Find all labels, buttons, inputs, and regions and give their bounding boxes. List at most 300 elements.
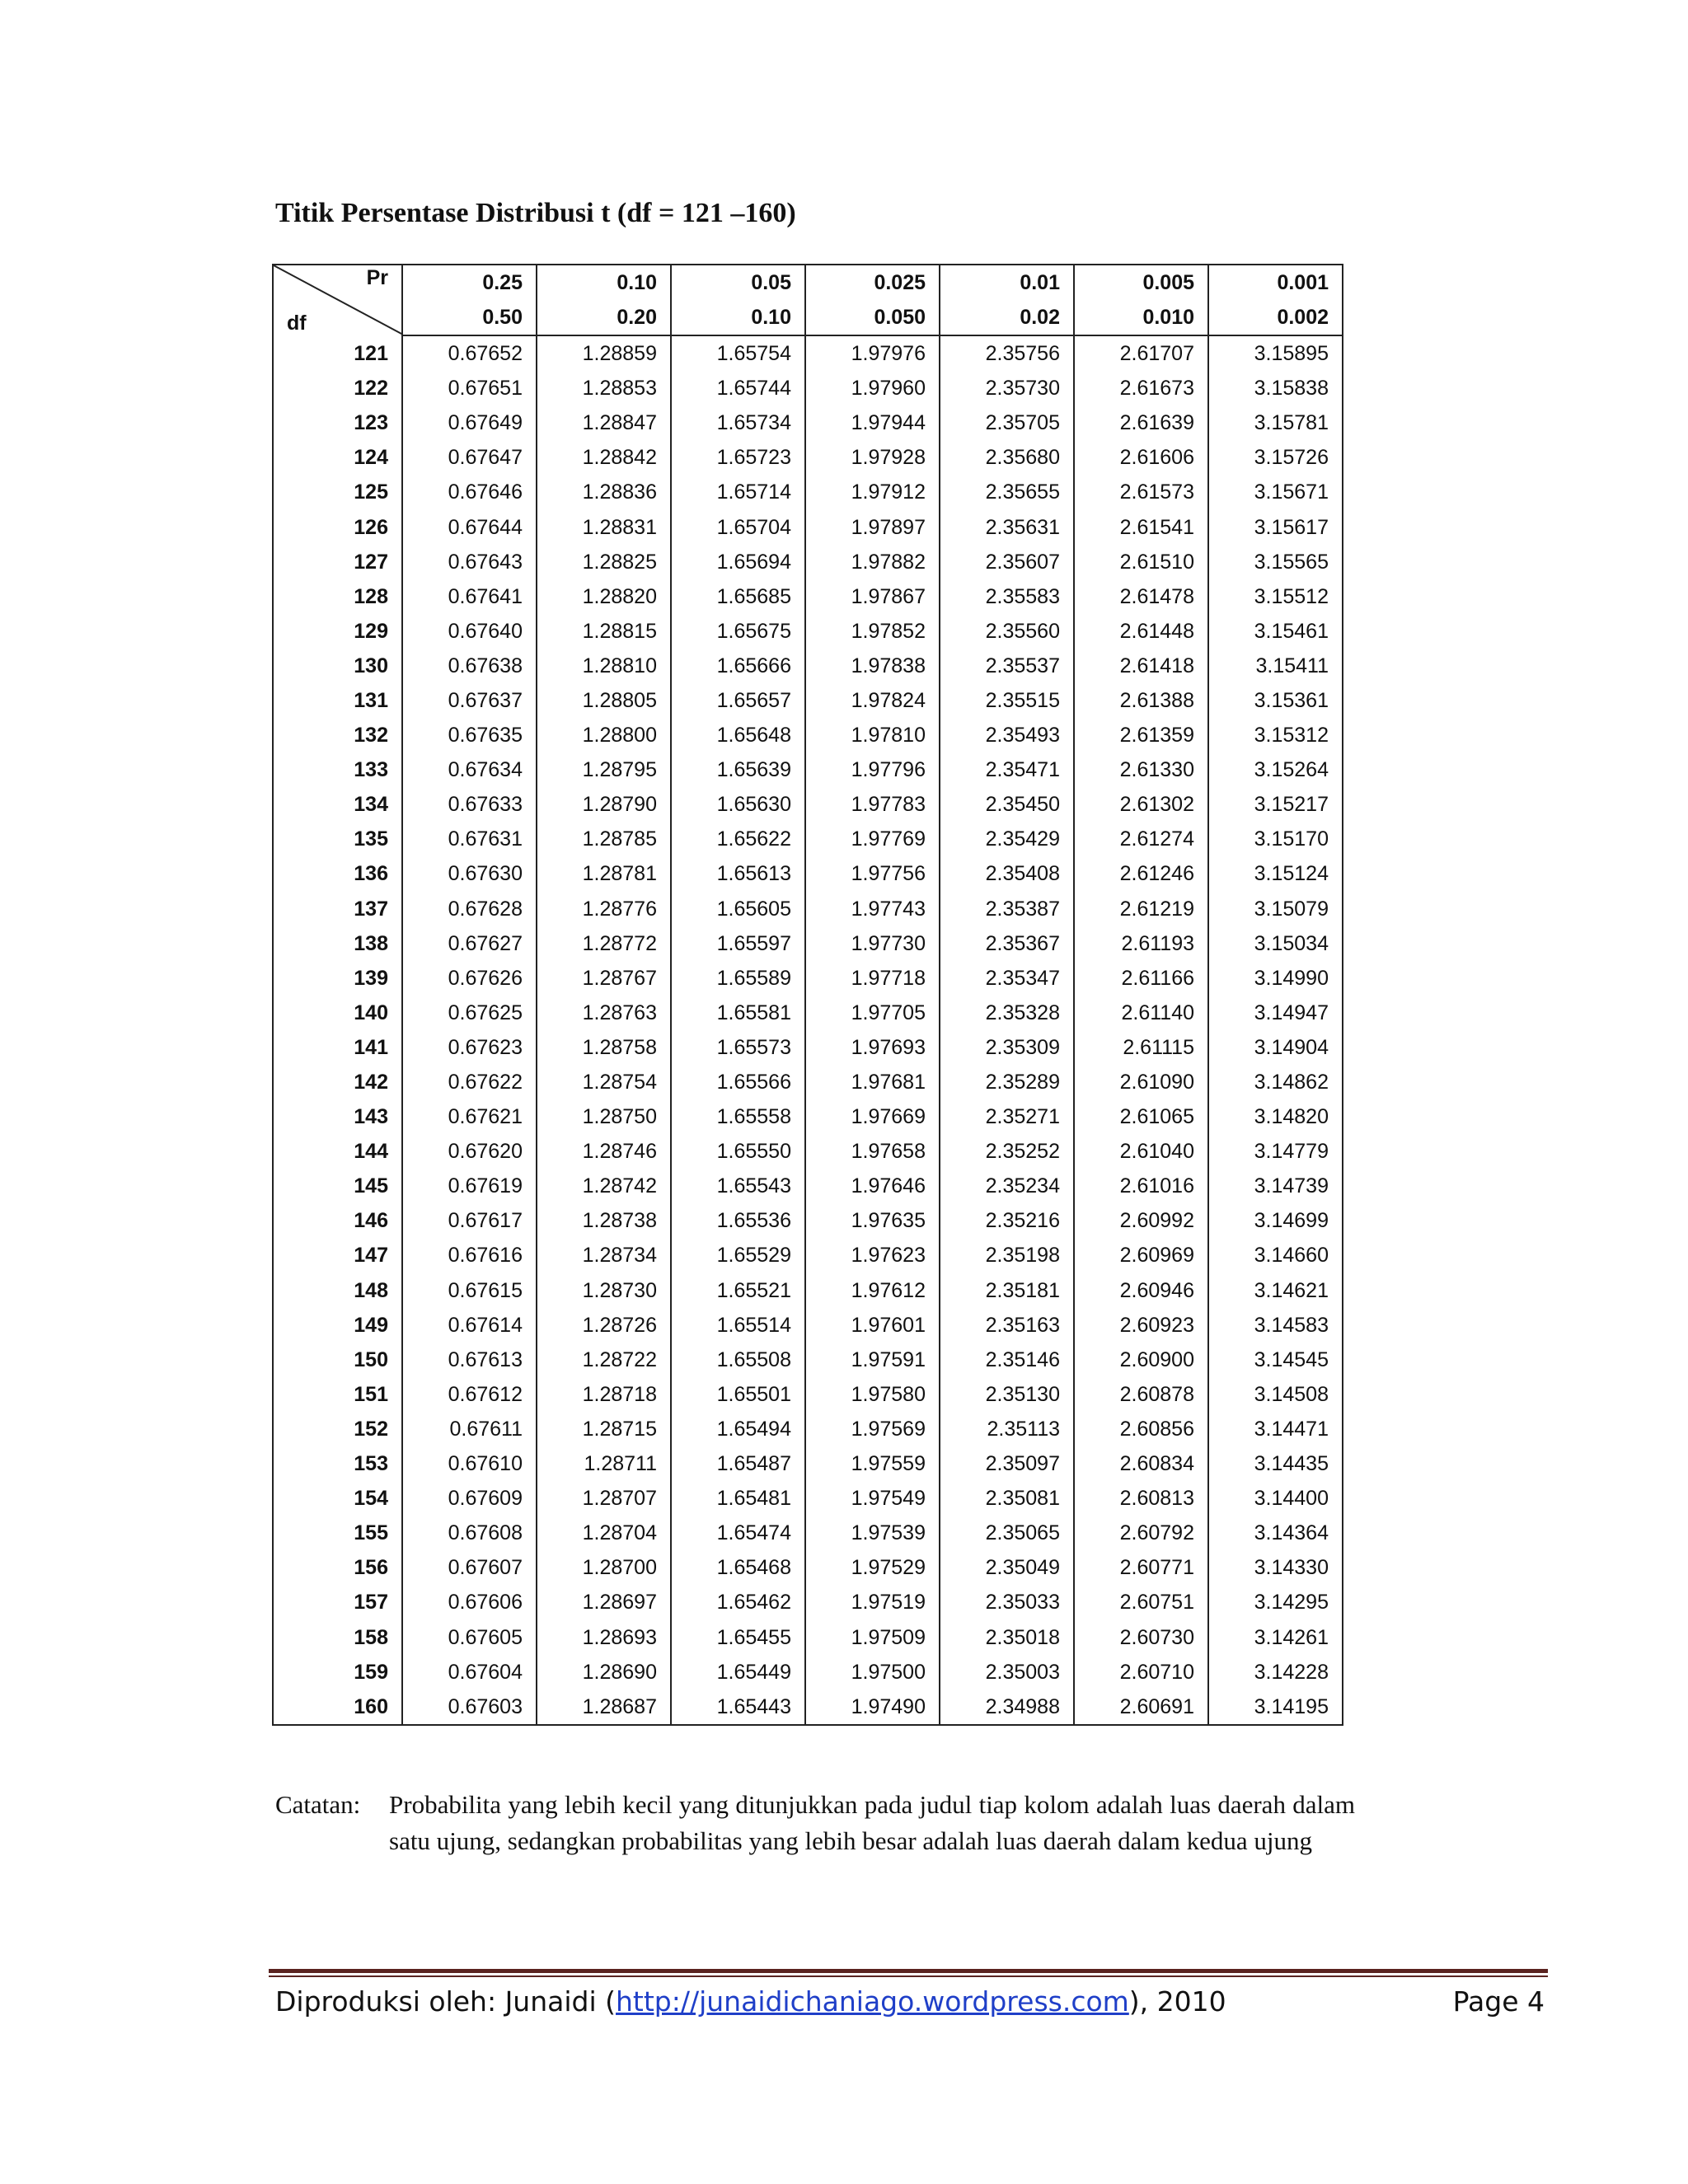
- value-cell: 3.15124: [1208, 856, 1343, 891]
- value-cell: 3.15312: [1208, 718, 1343, 752]
- value-cell: 2.61673: [1074, 371, 1208, 405]
- value-cell: 2.61573: [1074, 475, 1208, 509]
- value-cell: 1.28738: [537, 1203, 671, 1238]
- value-cell: 0.67603: [402, 1690, 537, 1725]
- df-cell: 154: [273, 1481, 402, 1516]
- value-cell: 1.65589: [671, 961, 805, 996]
- value-cell: 1.97852: [805, 614, 940, 649]
- value-cell: 1.28758: [537, 1030, 671, 1065]
- value-cell: 0.67604: [402, 1655, 537, 1690]
- header-two-tail-4: 0.02: [940, 300, 1074, 335]
- value-cell: 1.97635: [805, 1203, 940, 1238]
- value-cell: 2.35003: [940, 1655, 1074, 1690]
- value-cell: 1.28781: [537, 856, 671, 891]
- table-row: [273, 614, 1343, 649]
- table-row: [273, 1516, 1343, 1550]
- df-cell: 122: [273, 371, 402, 405]
- value-cell: 1.97783: [805, 787, 940, 822]
- value-cell: 1.97882: [805, 545, 940, 579]
- value-cell: 0.67635: [402, 718, 537, 752]
- df-cell: 149: [273, 1308, 402, 1343]
- value-cell: 1.65704: [671, 509, 805, 544]
- value-cell: 3.15217: [1208, 787, 1343, 822]
- value-cell: 2.61115: [1074, 1030, 1208, 1065]
- corner-label-pr: Pr: [366, 266, 388, 289]
- value-cell: 0.67617: [402, 1203, 537, 1238]
- value-cell: 1.28820: [537, 579, 671, 614]
- table-row: [273, 509, 1343, 544]
- value-cell: 3.15895: [1208, 335, 1343, 371]
- df-cell: 125: [273, 475, 402, 509]
- value-cell: 2.61359: [1074, 718, 1208, 752]
- footer-link[interactable]: http://junaidichaniago.wordpress.com: [616, 1985, 1129, 2018]
- table-row: [273, 579, 1343, 614]
- header-one-tail-1: 0.10: [537, 265, 671, 300]
- value-cell: 2.60792: [1074, 1516, 1208, 1550]
- value-cell: 0.67616: [402, 1238, 537, 1272]
- value-cell: 3.14947: [1208, 996, 1343, 1030]
- value-cell: 3.15264: [1208, 752, 1343, 787]
- value-cell: 0.67605: [402, 1619, 537, 1654]
- df-cell: 159: [273, 1655, 402, 1690]
- value-cell: 0.67646: [402, 475, 537, 509]
- value-cell: 1.65648: [671, 718, 805, 752]
- header-one-tail-0: 0.25: [402, 265, 537, 300]
- df-cell: 124: [273, 440, 402, 475]
- value-cell: 2.35705: [940, 405, 1074, 440]
- df-cell: 128: [273, 579, 402, 614]
- value-cell: 1.65723: [671, 440, 805, 475]
- value-cell: 1.65550: [671, 1134, 805, 1169]
- value-cell: 3.14862: [1208, 1065, 1343, 1099]
- value-cell: 0.67651: [402, 371, 537, 405]
- value-cell: 1.28800: [537, 718, 671, 752]
- value-cell: 0.67633: [402, 787, 537, 822]
- table-body: [273, 335, 1343, 1725]
- table-row: [273, 1446, 1343, 1481]
- value-cell: 2.35756: [940, 335, 1074, 371]
- header-one-tail-4: 0.01: [940, 265, 1074, 300]
- value-cell: 2.35234: [940, 1169, 1074, 1203]
- table-row: [273, 1134, 1343, 1169]
- df-cell: 127: [273, 545, 402, 579]
- value-cell: 0.67649: [402, 405, 537, 440]
- table-row: [273, 335, 1343, 371]
- value-cell: 1.28810: [537, 649, 671, 683]
- value-cell: 1.65487: [671, 1446, 805, 1481]
- value-cell: 3.15617: [1208, 509, 1343, 544]
- value-cell: 2.35680: [940, 440, 1074, 475]
- value-cell: 1.97490: [805, 1690, 940, 1725]
- table-row: [273, 752, 1343, 787]
- value-cell: 3.14330: [1208, 1550, 1343, 1585]
- value-cell: 2.35309: [940, 1030, 1074, 1065]
- value-cell: 1.97928: [805, 440, 940, 475]
- value-cell: 1.97960: [805, 371, 940, 405]
- value-cell: 0.67652: [402, 335, 537, 371]
- value-cell: 1.28825: [537, 545, 671, 579]
- value-cell: 3.14471: [1208, 1412, 1343, 1446]
- table-row: [273, 1308, 1343, 1343]
- value-cell: 2.60834: [1074, 1446, 1208, 1481]
- value-cell: 1.65501: [671, 1377, 805, 1412]
- footer-prefix: Diproduksi oleh: Junaidi (: [275, 1985, 616, 2018]
- value-cell: 2.35146: [940, 1343, 1074, 1377]
- value-cell: 0.67621: [402, 1099, 537, 1134]
- value-cell: 1.97559: [805, 1446, 940, 1481]
- value-cell: 2.35065: [940, 1516, 1074, 1550]
- value-cell: 1.28704: [537, 1516, 671, 1550]
- value-cell: 3.14400: [1208, 1481, 1343, 1516]
- value-cell: 2.60992: [1074, 1203, 1208, 1238]
- value-cell: 2.35163: [940, 1308, 1074, 1343]
- value-cell: 1.97796: [805, 752, 940, 787]
- df-cell: 140: [273, 996, 402, 1030]
- table-row: [273, 545, 1343, 579]
- value-cell: 3.14295: [1208, 1585, 1343, 1619]
- footer-rule: [269, 1969, 1548, 1973]
- value-cell: 1.28842: [537, 440, 671, 475]
- table-row: [273, 961, 1343, 996]
- value-cell: 1.65529: [671, 1238, 805, 1272]
- value-cell: 1.97705: [805, 996, 940, 1030]
- df-cell: 121: [273, 335, 402, 371]
- value-cell: 3.15411: [1208, 649, 1343, 683]
- value-cell: 3.14990: [1208, 961, 1343, 996]
- value-cell: 1.65597: [671, 926, 805, 961]
- table-row: [273, 1169, 1343, 1203]
- value-cell: 2.35181: [940, 1273, 1074, 1308]
- value-cell: 2.35271: [940, 1099, 1074, 1134]
- value-cell: 3.14820: [1208, 1099, 1343, 1134]
- value-cell: 1.97658: [805, 1134, 940, 1169]
- value-cell: 2.35429: [940, 822, 1074, 856]
- value-cell: 1.28718: [537, 1377, 671, 1412]
- value-cell: 3.15170: [1208, 822, 1343, 856]
- value-cell: 2.60900: [1074, 1343, 1208, 1377]
- value-cell: 2.35408: [940, 856, 1074, 891]
- value-cell: 1.65508: [671, 1343, 805, 1377]
- value-cell: 0.67607: [402, 1550, 537, 1585]
- value-cell: 1.65581: [671, 996, 805, 1030]
- table-row: [273, 856, 1343, 891]
- value-cell: 1.65521: [671, 1273, 805, 1308]
- df-cell: 135: [273, 822, 402, 856]
- value-cell: 1.97730: [805, 926, 940, 961]
- value-cell: 1.65754: [671, 335, 805, 371]
- table-header: [273, 265, 1343, 335]
- df-cell: 136: [273, 856, 402, 891]
- value-cell: 1.28847: [537, 405, 671, 440]
- value-cell: 1.65474: [671, 1516, 805, 1550]
- value-cell: 1.97944: [805, 405, 940, 440]
- df-cell: 150: [273, 1343, 402, 1377]
- header-two-tail-2: 0.10: [671, 300, 805, 335]
- table-row: [273, 1690, 1343, 1725]
- value-cell: 1.97601: [805, 1308, 940, 1343]
- value-cell: 2.61330: [1074, 752, 1208, 787]
- value-cell: 2.35252: [940, 1134, 1074, 1169]
- page-title: Titik Persentase Distribusi t (df = 121 –160): [275, 198, 796, 228]
- table-row: [273, 1550, 1343, 1585]
- value-cell: 3.15361: [1208, 683, 1343, 718]
- value-cell: 1.65536: [671, 1203, 805, 1238]
- value-cell: 2.35367: [940, 926, 1074, 961]
- value-cell: 2.61639: [1074, 405, 1208, 440]
- value-cell: 1.65605: [671, 892, 805, 926]
- value-cell: 2.60969: [1074, 1238, 1208, 1272]
- value-cell: 1.65468: [671, 1550, 805, 1585]
- value-cell: 1.97824: [805, 683, 940, 718]
- value-cell: 3.14779: [1208, 1134, 1343, 1169]
- df-cell: 133: [273, 752, 402, 787]
- value-cell: 2.61448: [1074, 614, 1208, 649]
- value-cell: 3.14435: [1208, 1446, 1343, 1481]
- table-row: [273, 1030, 1343, 1065]
- value-cell: 1.28836: [537, 475, 671, 509]
- value-cell: 0.67631: [402, 822, 537, 856]
- value-cell: 2.35289: [940, 1065, 1074, 1099]
- value-cell: 1.28734: [537, 1238, 671, 1272]
- value-cell: 1.97897: [805, 509, 940, 544]
- footer-credit: [275, 1981, 1226, 2022]
- df-cell: 152: [273, 1412, 402, 1446]
- value-cell: 2.35450: [940, 787, 1074, 822]
- value-cell: 3.14261: [1208, 1619, 1343, 1654]
- value-cell: 2.35347: [940, 961, 1074, 996]
- value-cell: 2.61065: [1074, 1099, 1208, 1134]
- value-cell: 3.14228: [1208, 1655, 1343, 1690]
- value-cell: 2.61140: [1074, 996, 1208, 1030]
- df-cell: 157: [273, 1585, 402, 1619]
- value-cell: 2.35097: [940, 1446, 1074, 1481]
- table-row: [273, 1585, 1343, 1619]
- value-cell: 1.97681: [805, 1065, 940, 1099]
- page-number: Page 4: [1452, 1985, 1545, 2018]
- value-cell: 1.28730: [537, 1273, 671, 1308]
- header-two-tail-3: 0.050: [805, 300, 940, 335]
- value-cell: 3.14621: [1208, 1273, 1343, 1308]
- value-cell: 1.28754: [537, 1065, 671, 1099]
- value-cell: 0.67615: [402, 1273, 537, 1308]
- table-row: [273, 926, 1343, 961]
- value-cell: 1.28693: [537, 1619, 671, 1654]
- value-cell: 0.67643: [402, 545, 537, 579]
- value-cell: 1.28853: [537, 371, 671, 405]
- value-cell: 2.61510: [1074, 545, 1208, 579]
- value-cell: 2.60856: [1074, 1412, 1208, 1446]
- value-cell: 2.35655: [940, 475, 1074, 509]
- value-cell: 1.65694: [671, 545, 805, 579]
- value-cell: 2.61090: [1074, 1065, 1208, 1099]
- value-cell: 2.60878: [1074, 1377, 1208, 1412]
- df-cell: 147: [273, 1238, 402, 1272]
- value-cell: 2.60813: [1074, 1481, 1208, 1516]
- value-cell: 2.35216: [940, 1203, 1074, 1238]
- value-cell: 1.28750: [537, 1099, 671, 1134]
- value-cell: 1.65630: [671, 787, 805, 822]
- value-cell: 1.97591: [805, 1343, 940, 1377]
- value-cell: 2.35130: [940, 1377, 1074, 1412]
- value-cell: 3.15512: [1208, 579, 1343, 614]
- value-cell: 1.65744: [671, 371, 805, 405]
- value-cell: 3.14699: [1208, 1203, 1343, 1238]
- footer-rule-thin: [269, 1975, 1548, 1977]
- header-two-tail-5: 0.010: [1074, 300, 1208, 335]
- page-footer: [275, 1981, 1545, 2022]
- value-cell: 2.35081: [940, 1481, 1074, 1516]
- value-cell: 2.35515: [940, 683, 1074, 718]
- value-cell: 2.61193: [1074, 926, 1208, 961]
- value-cell: 1.97519: [805, 1585, 940, 1619]
- value-cell: 1.97539: [805, 1516, 940, 1550]
- df-cell: 141: [273, 1030, 402, 1065]
- df-cell: 132: [273, 718, 402, 752]
- table-row: [273, 1412, 1343, 1446]
- value-cell: 2.35537: [940, 649, 1074, 683]
- value-cell: 3.15079: [1208, 892, 1343, 926]
- value-cell: 2.61219: [1074, 892, 1208, 926]
- value-cell: 1.97743: [805, 892, 940, 926]
- value-cell: 1.28700: [537, 1550, 671, 1585]
- value-cell: 0.67610: [402, 1446, 537, 1481]
- value-cell: 1.65558: [671, 1099, 805, 1134]
- value-cell: 3.14660: [1208, 1238, 1343, 1272]
- value-cell: 0.67622: [402, 1065, 537, 1099]
- value-cell: 3.14195: [1208, 1690, 1343, 1725]
- value-cell: 2.60730: [1074, 1619, 1208, 1654]
- df-cell: 142: [273, 1065, 402, 1099]
- value-cell: 1.65543: [671, 1169, 805, 1203]
- value-cell: 1.28795: [537, 752, 671, 787]
- value-cell: 2.34988: [940, 1690, 1074, 1725]
- value-cell: 1.97718: [805, 961, 940, 996]
- value-cell: 3.14364: [1208, 1516, 1343, 1550]
- value-cell: 1.28726: [537, 1308, 671, 1343]
- value-cell: 1.65666: [671, 649, 805, 683]
- value-cell: 0.67614: [402, 1308, 537, 1343]
- df-cell: 156: [273, 1550, 402, 1585]
- value-cell: 1.65613: [671, 856, 805, 891]
- value-cell: 1.65675: [671, 614, 805, 649]
- value-cell: 1.28815: [537, 614, 671, 649]
- table-row: [273, 1619, 1343, 1654]
- value-cell: 2.61166: [1074, 961, 1208, 996]
- value-cell: 0.67611: [402, 1412, 537, 1446]
- value-cell: 1.65657: [671, 683, 805, 718]
- t-distribution-table: [272, 264, 1343, 1726]
- table-row: [273, 1655, 1343, 1690]
- value-cell: 1.97646: [805, 1169, 940, 1203]
- value-cell: 2.60771: [1074, 1550, 1208, 1585]
- value-cell: 0.67623: [402, 1030, 537, 1065]
- value-cell: 1.97769: [805, 822, 940, 856]
- value-cell: 1.97500: [805, 1655, 940, 1690]
- table-row: [273, 892, 1343, 926]
- table-row: [273, 440, 1343, 475]
- value-cell: 1.28711: [537, 1446, 671, 1481]
- df-cell: 153: [273, 1446, 402, 1481]
- table-row: [273, 1273, 1343, 1308]
- value-cell: 1.28763: [537, 996, 671, 1030]
- value-cell: 2.60710: [1074, 1655, 1208, 1690]
- df-cell: 129: [273, 614, 402, 649]
- value-cell: 3.14583: [1208, 1308, 1343, 1343]
- value-cell: 1.28697: [537, 1585, 671, 1619]
- value-cell: 3.14545: [1208, 1343, 1343, 1377]
- value-cell: 1.28690: [537, 1655, 671, 1690]
- corner-label-df: df: [287, 312, 307, 335]
- value-cell: 1.97756: [805, 856, 940, 891]
- value-cell: 1.28687: [537, 1690, 671, 1725]
- value-cell: 0.67613: [402, 1343, 537, 1377]
- value-cell: 2.61016: [1074, 1169, 1208, 1203]
- table-row: [273, 996, 1343, 1030]
- value-cell: 1.65481: [671, 1481, 805, 1516]
- table-row: [273, 1238, 1343, 1272]
- value-cell: 1.65714: [671, 475, 805, 509]
- value-cell: 2.61246: [1074, 856, 1208, 891]
- value-cell: 2.60751: [1074, 1585, 1208, 1619]
- df-cell: 155: [273, 1516, 402, 1550]
- table-row: [273, 822, 1343, 856]
- value-cell: 1.28707: [537, 1481, 671, 1516]
- value-cell: 1.28776: [537, 892, 671, 926]
- value-cell: 2.35493: [940, 718, 1074, 752]
- table-row: [273, 683, 1343, 718]
- value-cell: 1.65455: [671, 1619, 805, 1654]
- df-cell: 143: [273, 1099, 402, 1134]
- df-cell: 126: [273, 509, 402, 544]
- value-cell: 1.28715: [537, 1412, 671, 1446]
- value-cell: 1.28746: [537, 1134, 671, 1169]
- value-cell: 0.67609: [402, 1481, 537, 1516]
- value-cell: 1.28859: [537, 335, 671, 371]
- df-cell: 130: [273, 649, 402, 683]
- table-row: [273, 475, 1343, 509]
- df-cell: 160: [273, 1690, 402, 1725]
- table-row: [273, 787, 1343, 822]
- value-cell: 2.61040: [1074, 1134, 1208, 1169]
- value-cell: 1.97569: [805, 1412, 940, 1446]
- value-cell: 1.28831: [537, 509, 671, 544]
- value-cell: 1.97867: [805, 579, 940, 614]
- header-one-tail-6: 0.001: [1208, 265, 1343, 300]
- value-cell: 1.65734: [671, 405, 805, 440]
- value-cell: 3.15781: [1208, 405, 1343, 440]
- value-cell: 1.65566: [671, 1065, 805, 1099]
- value-cell: 1.97838: [805, 649, 940, 683]
- value-cell: 1.97976: [805, 335, 940, 371]
- value-cell: 0.67638: [402, 649, 537, 683]
- df-cell: 139: [273, 961, 402, 996]
- value-cell: 0.67625: [402, 996, 537, 1030]
- table-row: [273, 1065, 1343, 1099]
- value-cell: 2.35033: [940, 1585, 1074, 1619]
- value-cell: 0.67637: [402, 683, 537, 718]
- value-cell: 1.65573: [671, 1030, 805, 1065]
- table-row: [273, 405, 1343, 440]
- value-cell: 0.67620: [402, 1134, 537, 1169]
- value-cell: 1.28805: [537, 683, 671, 718]
- value-cell: 3.14904: [1208, 1030, 1343, 1065]
- table-row: [273, 1343, 1343, 1377]
- value-cell: 3.15034: [1208, 926, 1343, 961]
- table-row: [273, 1099, 1343, 1134]
- value-cell: 2.35607: [940, 545, 1074, 579]
- value-cell: 1.28790: [537, 787, 671, 822]
- value-cell: 2.60691: [1074, 1690, 1208, 1725]
